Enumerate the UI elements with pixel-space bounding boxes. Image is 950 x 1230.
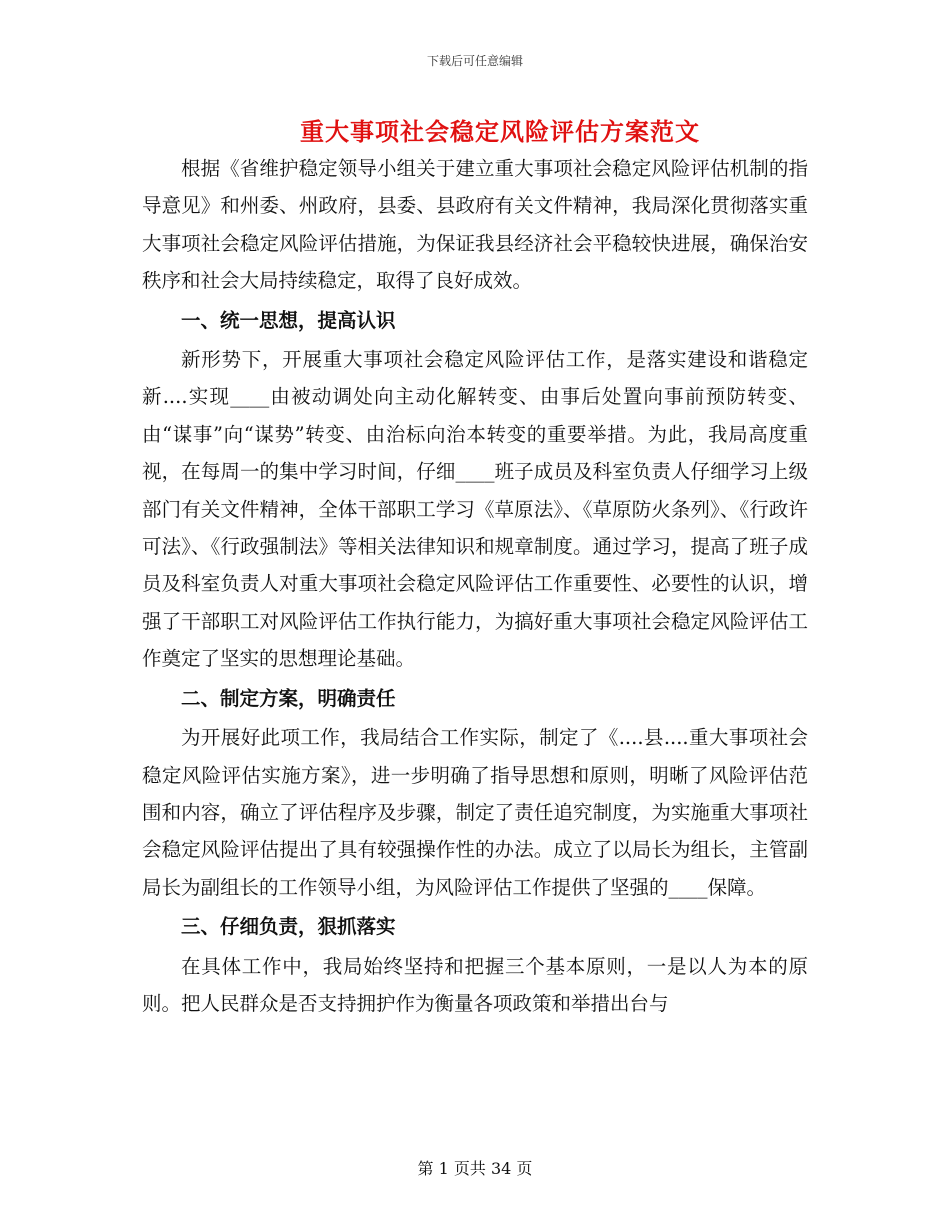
page-number-footer: 第 1 页共 34 页 xyxy=(417,1159,533,1178)
document-body xyxy=(142,150,808,1022)
intro-paragraph: 根据《省维护稳定领导小组关于建立重大事项社会稳定风险评估机制的指导意见》和州委、州政府，县委、县政府有关文件精神，我局深化贯彻落实重大事项社会稳定风险评估措施，为保证我县经济社会平稳较快进展，确保治安秩序和社会大局持续稳定，取得了良好成效。 xyxy=(142,157,808,293)
section-2-paragraph: 为开展好此项工作，我局结合工作实际，制定了《....县....重大事项社会稳定风险评估实施方案》，进一步明确了指导思想和原则，明晰了风险评估范围和内容，确立了评估程序及步骤，制定了责任追究制度，为实施重大事项社会稳定风险评估提出了具有较强操作性的办法。成立了以局长为组长，主管副局长为副组长的工作领导小组，为风险评估工作提供了坚强的____保障。 xyxy=(142,726,808,899)
document-title: 重大事项社会稳定风险评估方案范文 xyxy=(300,118,700,146)
section-3-heading: 三、仔细负责，狠抓落实 xyxy=(181,915,396,939)
header-note: 下载后可任意编辑 xyxy=(426,54,523,68)
section-2-heading: 二、制定方案，明确责任 xyxy=(181,686,396,710)
section-1-heading: 一、统一思想，提高认识 xyxy=(181,308,396,332)
section-1-paragraph: 新形势下，开展重大事项社会稳定风险评估工作，是落实建设和谐稳定新....实现____由被动调处向主动化解转变、由事后处置向事前预防转变、由“谋事”向“谋势”转变、由治标向治本转变的重要举措。为此，我局高度重视，在每周一的集中学习时间，仔细____班子成员及科室负责人仔细学习上级部门有关文件精神，全体干部职工学习《草原法》、《草原防火条列》、《行政许可法》、《行政强制法》等相关法律知识和规章制度。通过学习，提高了班子成员及科室负责人对重大事项社会稳定风险评估工作重要性、必要性的认识，增强了干部职工对风险评估工作执行能力，为搞好重大事项社会稳定风险评估工作奠定了坚实的思想理论基础。 xyxy=(142,348,808,671)
section-3-paragraph: 在具体工作中，我局始终坚持和把握三个基本原则，一是以人为本的原则。把人民群众是否支持拥护作为衡量各项政策和举措出台与 xyxy=(142,954,808,1015)
